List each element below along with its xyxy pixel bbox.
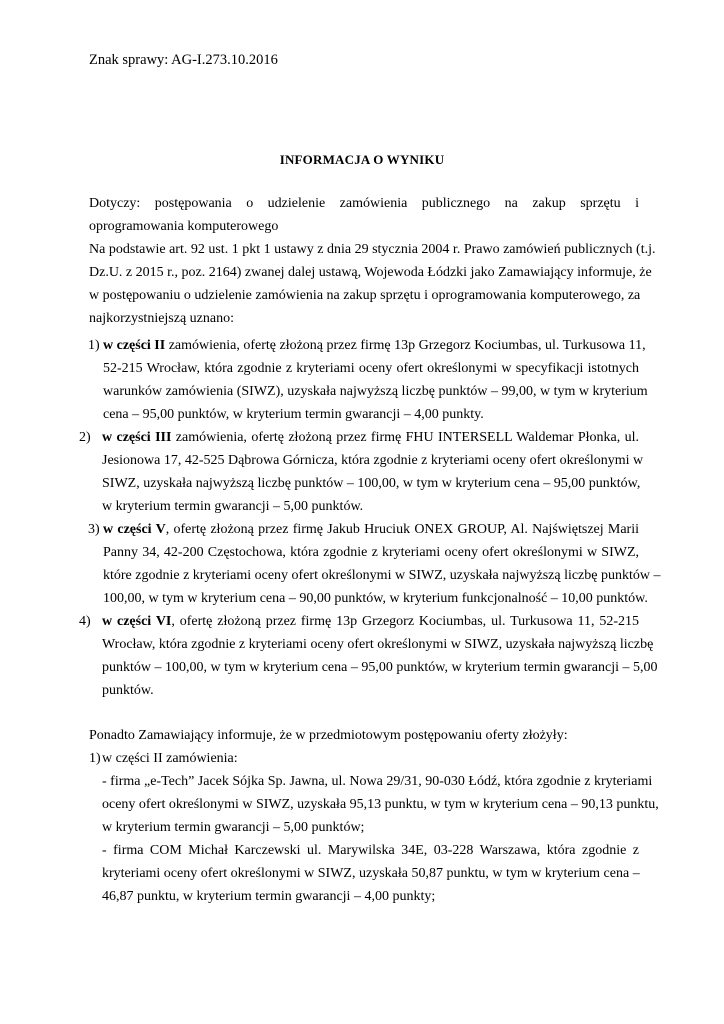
result-item bbox=[79, 610, 658, 702]
result-line-3: punktów – 100,00, w tym w kryterium cena – 95,00 punktów, w kryterium termin gwarancji – 5,00 bbox=[102, 660, 658, 675]
offers-part bbox=[89, 747, 659, 908]
subject-paragraph bbox=[89, 192, 639, 238]
result-line-1: w części V, ofertę złożoną przez firmę Jakub Hruciuk ONEX GROUP, Al. Najświętszej Marii bbox=[103, 522, 639, 537]
result-part-label: w części II bbox=[103, 338, 166, 353]
result-line-4: 100,00, w tym w kryterium cena – 90,00 punktów, w kryterium funkcjonalność – 10,00 punktów. bbox=[103, 591, 648, 606]
intro-line-2: Dz.U. z 2015 r., poz. 2164) zwanej dalej ustawą, Wojewoda Łódzki jako Zamawiający informuje, że bbox=[89, 265, 652, 280]
result-number: 2) bbox=[79, 430, 91, 445]
offer-firm-1-line-1: - firma „e-Tech” Jacek Sójka Sp. Jawna, ul. Nowa 29/31, 90-030 Łódź, która zgodnie z kryteriami bbox=[102, 774, 653, 789]
result-item bbox=[88, 334, 648, 426]
result-line-2: Panny 34, 42-200 Częstochowa, która zgodnie z kryteriami oceny ofert określonymi w SIWZ, bbox=[103, 545, 639, 560]
result-part-label: w części III bbox=[102, 430, 172, 445]
result-number: 4) bbox=[79, 614, 91, 629]
result-item bbox=[88, 518, 661, 610]
result-line-2: 52-215 Wrocław, która zgodnie z kryteriami oceny ofert określonymi w specyfikacji istotnych bbox=[103, 361, 639, 376]
offers-part-label: w części II zamówienia: bbox=[102, 751, 238, 766]
result-line-3: warunków zamówienia (SIWZ), uzyskała najwyższą liczbę punktów – 99,00, w tym w kryterium bbox=[103, 384, 648, 399]
offers-intro-text: Ponadto Zamawiający informuje, że w przedmiotowym postępowaniu oferty złożyły: bbox=[89, 728, 568, 743]
result-line-1: w części II zamówienia, ofertę złożoną przez firmę 13p Grzegorz Kociumbas, ul. Turkusowa 11, bbox=[103, 338, 646, 353]
offer-firm-2-line-1: - firma COM Michał Karczewski ul. Marywilska 34E, 03-228 Warszawa, która zgodnie z bbox=[102, 843, 639, 858]
result-line-3: SIWZ, uzyskała najwyższą liczbę punktów – 100,00, w tym w kryterium cena – 95,00 punktów, bbox=[102, 476, 641, 491]
offers-part-number: 1) bbox=[89, 751, 101, 766]
result-line-1: w części VI, ofertę złożoną przez firmę 13p Grzegorz Kociumbas, ul. Turkusowa 11, 52-215 bbox=[102, 614, 639, 629]
offer-firm-2-line-2: kryteriami oceny ofert określonymi w SIWZ, uzyskała 50,87 punktu, w tym w kryterium cena – bbox=[102, 866, 640, 881]
intro-paragraph bbox=[89, 238, 656, 330]
subject-line-1: Dotyczy: postępowania o udzielenie zamówienia publicznego na zakup sprzętu i bbox=[89, 196, 639, 211]
offers-intro bbox=[89, 724, 639, 747]
result-number: 1) bbox=[88, 338, 100, 353]
result-line-4: w kryterium termin gwarancji – 5,00 punktów. bbox=[102, 499, 364, 514]
result-line-4: punktów. bbox=[102, 683, 154, 698]
result-part-label: w części V bbox=[103, 522, 166, 537]
subject-line-2: oprogramowania komputerowego bbox=[89, 219, 279, 234]
document-title: INFORMACJA O WYNIKU bbox=[279, 152, 445, 167]
result-line-2: Jesionowa 17, 42-525 Dąbrowa Górnicza, która zgodnie z kryteriami oceny ofert określonymi w bbox=[102, 453, 644, 468]
intro-line-1: Na podstawie art. 92 ust. 1 pkt 1 ustawy z dnia 29 stycznia 2004 r. Prawo zamówień publicznych (t.j. bbox=[89, 242, 656, 257]
result-line-1: w części III zamówienia, ofertę złożoną przez firmę FHU INTERSELL Waldemar Płonka, ul. bbox=[102, 430, 639, 445]
result-line-2: Wrocław, która zgodnie z kryteriami oceny ofert określonymi w SIWZ, uzyskała najwyższą liczbę bbox=[102, 637, 654, 652]
case-reference: Znak sprawy: AG-I.273.10.2016 bbox=[89, 52, 278, 68]
offer-firm-1-line-3: w kryterium termin gwarancji – 5,00 punktów; bbox=[102, 820, 365, 835]
intro-line-4: najkorzystniejszą uznano: bbox=[89, 311, 235, 326]
result-line-4: cena – 95,00 punktów, w kryterium termin gwarancji – 4,00 punkty. bbox=[103, 407, 484, 422]
result-part-label: w części VI bbox=[102, 614, 172, 629]
result-item bbox=[79, 426, 644, 518]
result-line-3: które zgodnie z kryteriami oceny ofert określonymi w SIWZ, uzyskała najwyższą liczbę punktów – bbox=[103, 568, 661, 583]
offer-firm-1-line-2: oceny ofert określonymi w SIWZ, uzyskała 95,13 punktu, w tym w kryterium cena – 90,13 punktu, bbox=[102, 797, 659, 812]
intro-line-3: w postępowaniu o udzielenie zamówienia na zakup sprzętu i oprogramowania komputerowego, za bbox=[89, 288, 641, 303]
result-number: 3) bbox=[88, 522, 100, 537]
offer-firm-2-line-3: 46,87 punktu, w kryterium termin gwarancji – 4,00 punkty; bbox=[102, 889, 436, 904]
